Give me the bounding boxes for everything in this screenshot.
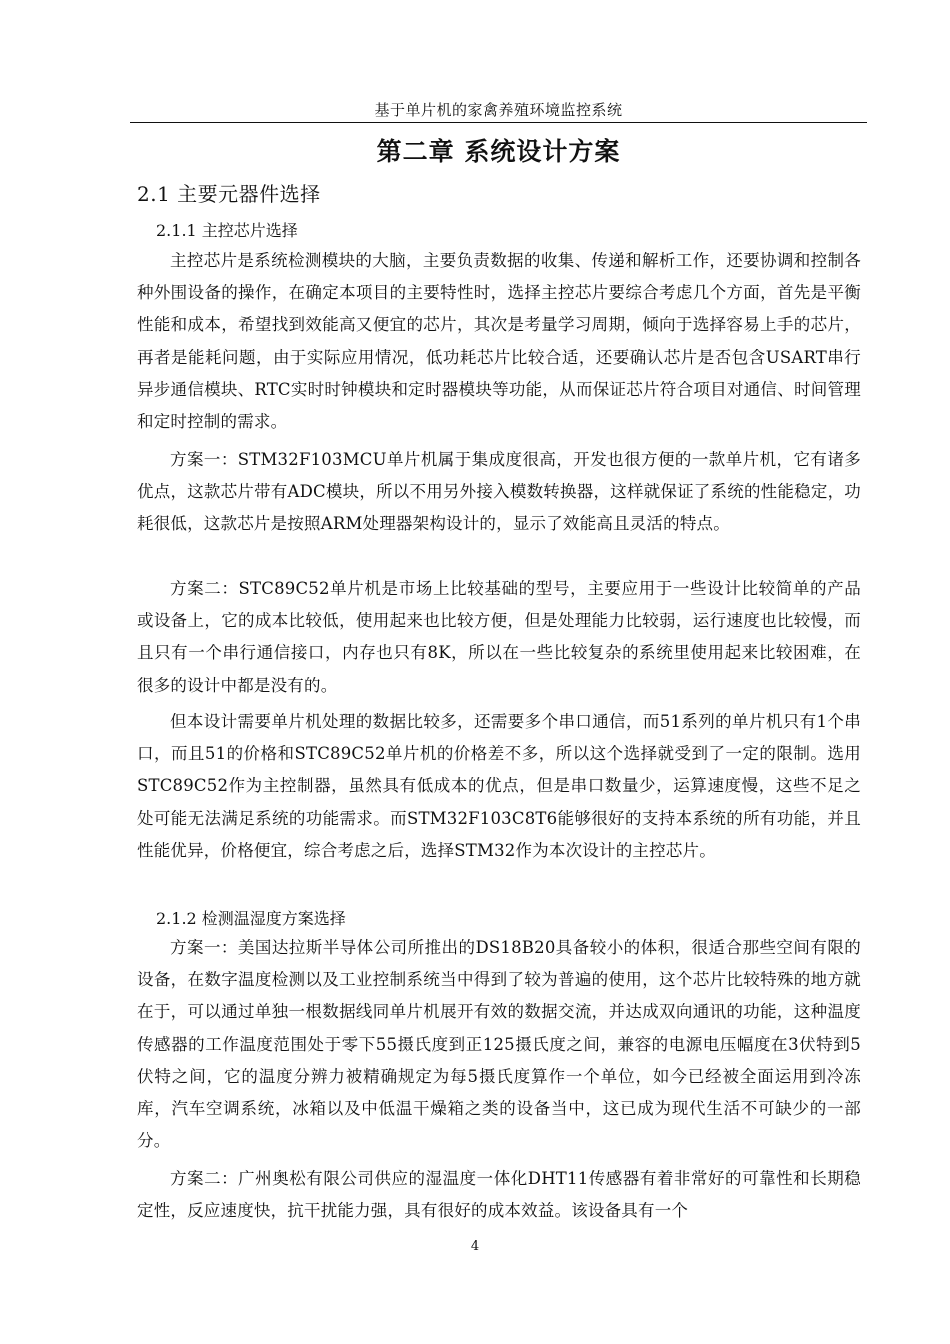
paragraph-sensor-option-2: 方案二：广州奥松有限公司供应的湿温度一体化DHT11传感器有着非常好的可靠性和长期稳定性，反应速度快，抗干扰能力强，具有很好的成本效益。该设备具有一个 <box>137 1169 861 1221</box>
chapter-title: 第二章 系统设计方案 <box>376 137 621 166</box>
subsection-heading-2-1-1: 2.1.1 主控芯片选择 <box>156 221 298 240</box>
paragraph-sensor-option-1: 方案一：美国达拉斯半导体公司所推出的DS18B20具备较小的体积，很适合那些空间有限的设备，在数字温度检测以及工业控制系统当中得到了较为普遍的使用，这个芯片比较特殊的地方就在于，可以通过单独一根数据线同单片机展开有效的数据交流，并达成双向通讯的功能，这种温度传感器的工作温度范围处于零下55摄氏度到正125摄氏度之间，兼容的电源电压幅度在3伏特到5伏特之间，它的温度分辨力被精确规定为每5摄氏度算作一个单位，如今已经被全面运用到冷冻库，汽车空调系统，冰箱以及中低温干燥箱之类的设备当中，这已成为现代生活不可缺少的一部分。 <box>137 938 861 1151</box>
page-number: 4 <box>470 1239 480 1254</box>
running-header: 基于单片机的家禽养殖环境监控系统 <box>374 101 623 119</box>
header-rule <box>130 122 867 123</box>
paragraph-chip-option-1: 方案一：STM32F103MCU单片机属于集成度很高，开发也很方便的一款单片机，它有诸多优点，这款芯片带有ADC模块，所以不用另外接入模数转换器，这样就保证了系统的性能稳定，功耗很低，这款芯片是按照ARM处理器架构设计的，显示了效能高且灵活的特点。 <box>137 450 861 534</box>
subsection-heading-2-1-2: 2.1.2 检测温湿度方案选择 <box>156 909 346 928</box>
paragraph-chip-conclusion: 但本设计需要单片机处理的数据比较多，还需要多个串口通信，而51系列的单片机只有1个串口，而且51的价格和STC89C52单片机的价格差不多，所以这个选择就受到了一定的限制。选用STC89C52作为主控制器，虽然具有低成本的优点，但是串口数量少，运算速度慢，这些不足之处可能无法满足系统的功能需求。而STM32F103C8T6能够很好的支持本系统的所有功能，并且性能优异，价格便宜，综合考虑之后，选择STM32作为本次设计的主控芯片。 <box>137 712 861 860</box>
paragraph-chip-option-2: 方案二：STC89C52单片机是市场上比较基础的型号，主要应用于一些设计比较简单的产品或设备上，它的成本比较低，使用起来也比较方便，但是处理能力比较弱，运行速度也比较慢，而且只有一个串行通信接口，内存也只有8K，所以在一些比较复杂的系统里使用起来比较困难，在很多的设计中都是没有的。 <box>137 579 861 695</box>
section-heading-2-1: 2.1 主要元器件选择 <box>137 182 321 206</box>
paragraph-main-chip-intro: 主控芯片是系统检测模块的大脑，主要负责数据的收集、传递和解析工作，还要协调和控制各种外围设备的操作，在确定本项目的主要特性时，选择主控芯片要综合考虑几个方面，首先是平衡性能和成本，希望找到效能高又便宜的芯片，其次是考量学习周期，倾向于选择容易上手的芯片，再者是能耗问题，由于实际应用情况，低功耗芯片比较合适，还要确认芯片是否包含USART串行异步通信模块、RTC实时时钟模块和定时器模块等功能，从而保证芯片符合项目对通信、时间管理和定时控制的需求。 <box>137 251 861 432</box>
